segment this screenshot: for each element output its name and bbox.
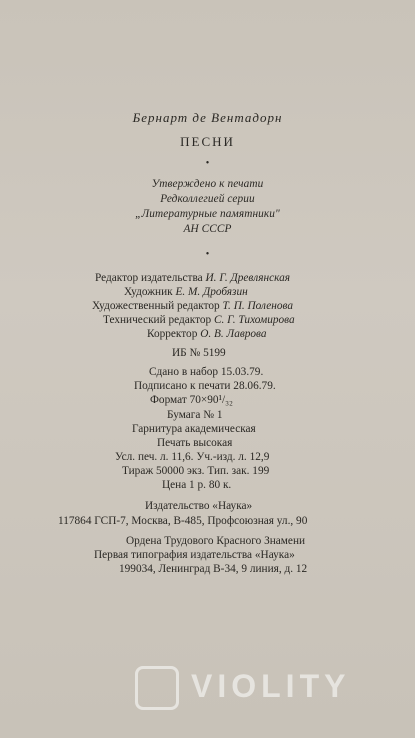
print-sign-date: Подписано к печати 28.06.79. — [134, 380, 276, 392]
approval-line-4: АН СССР — [183, 223, 232, 235]
publisher-name: Издательство «Наука» — [145, 500, 253, 512]
book-author: Бернарт де Вентадорн — [132, 110, 283, 125]
ornament-bullet: • — [205, 158, 210, 169]
printer-line-1: Ордена Трудового Красного Знамени — [126, 535, 306, 547]
print-sheets: Усл. печ. л. 11,6. Уч.-изд. л. 12,9 — [115, 451, 270, 463]
credit-role: Художник — [124, 286, 173, 298]
credit-role: Художественный редактор — [92, 300, 220, 312]
paper: Бумага № 1 — [167, 409, 223, 421]
credit-artist — [124, 286, 248, 298]
typeset-date: Сдано в набор 15.03.79. — [149, 366, 264, 378]
credit-role: Корректор — [147, 328, 198, 340]
printer-line-2: Первая типография издательства «Наука» — [94, 549, 295, 561]
credit-proofreader — [147, 328, 267, 340]
credit-role: Редактор издательства — [95, 272, 203, 284]
credit-name: Е. М. Дробязин — [175, 286, 248, 298]
credit-name: С. Г. Тихомирова — [214, 314, 295, 326]
watermark — [135, 662, 385, 710]
credit-editor — [95, 272, 290, 284]
credit-name: И. Г. Древлянская — [205, 272, 290, 284]
credit-art-editor — [92, 300, 293, 312]
price: Цена 1 р. 80 к. — [162, 479, 232, 491]
publisher-address: 117864 ГСП-7, Москва, В-485, Профсоюзная ул., 90 — [58, 515, 308, 527]
violity-logo-icon — [135, 666, 179, 710]
ib-number: ИБ № 5199 — [172, 347, 226, 359]
credit-name: О. В. Лаврова — [200, 328, 267, 340]
printer-line-3: 199034, Ленинград В-34, 9 линия, д. 12 — [119, 563, 308, 575]
approval-line-2: Редколлегией серии — [160, 193, 255, 205]
print-method: Печать высокая — [157, 437, 233, 449]
typeface: Гарнитура академическая — [132, 423, 256, 435]
watermark-text: VIOLITY — [191, 668, 351, 704]
print-run: Тираж 50000 экз. Тип. зак. 199 — [122, 465, 270, 477]
book-title: ПЕСНИ — [180, 134, 235, 149]
approval-line-3: „Литературные памятники" — [135, 208, 280, 220]
format: Формат 70×90¹/₃₂ — [150, 394, 233, 406]
ornament-bullet-2: • — [205, 249, 210, 260]
approval-line-1: Утверждено к печати — [151, 178, 264, 190]
credit-name: Т. П. Поленова — [222, 300, 293, 312]
credit-tech-editor — [103, 314, 295, 326]
credit-role: Технический редактор — [103, 314, 212, 326]
